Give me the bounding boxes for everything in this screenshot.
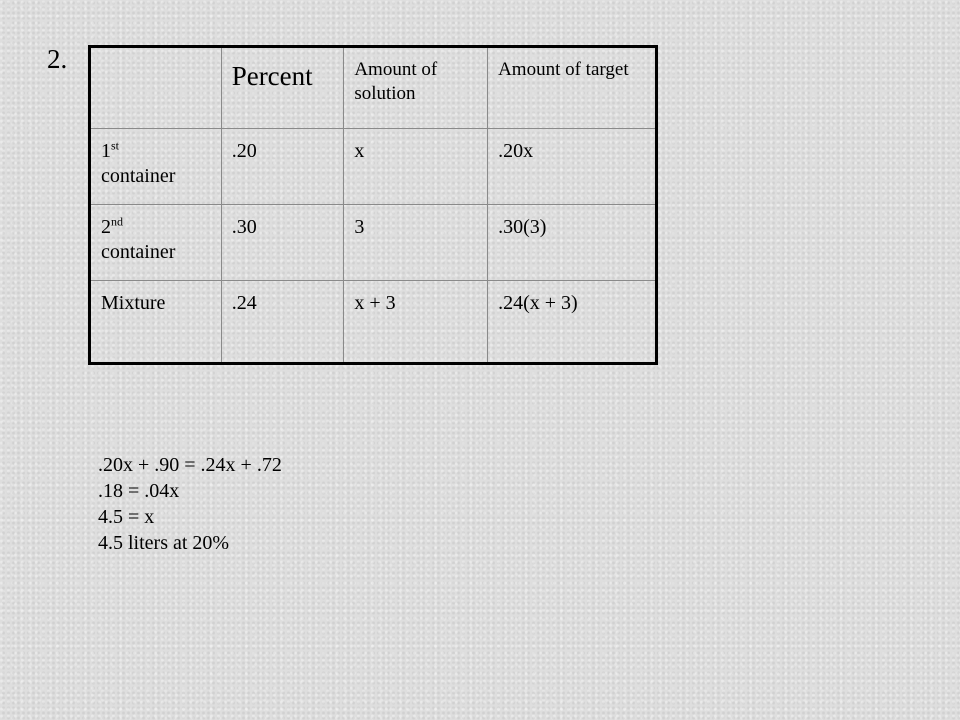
header-empty [90,47,222,129]
answer-line: 4.5 liters at 20% [98,532,230,554]
row-label-second-container: 2nd container [90,205,222,281]
cell-target: .20x [488,129,657,205]
equation-line: .20x + .90 = .24x + .72 [98,454,282,476]
cell-solution: x + 3 [344,281,488,364]
cell-percent: .30 [221,205,344,281]
solution-work [98,452,282,556]
row-label-mixture: Mixture [90,281,222,364]
header-percent: Percent [221,47,344,129]
cell-target: .30(3) [488,205,657,281]
equation-line: .18 = .04x [98,480,180,502]
cell-solution: 3 [344,205,488,281]
table-row [90,129,657,205]
table-row [90,281,657,364]
cell-percent: .20 [221,129,344,205]
row-label-first-container: 1st container [90,129,222,205]
equation-line: 4.5 = x [98,506,155,528]
header-amount-of-solution: Amount of solution [344,47,488,129]
mixture-table [88,45,658,365]
table-header-row [90,47,657,129]
cell-target: .24(x + 3) [488,281,657,364]
header-amount-of-target: Amount of target [488,47,657,129]
cell-percent: .24 [221,281,344,364]
table-row [90,205,657,281]
cell-solution: x [344,129,488,205]
slide-number: 2. [47,44,68,74]
